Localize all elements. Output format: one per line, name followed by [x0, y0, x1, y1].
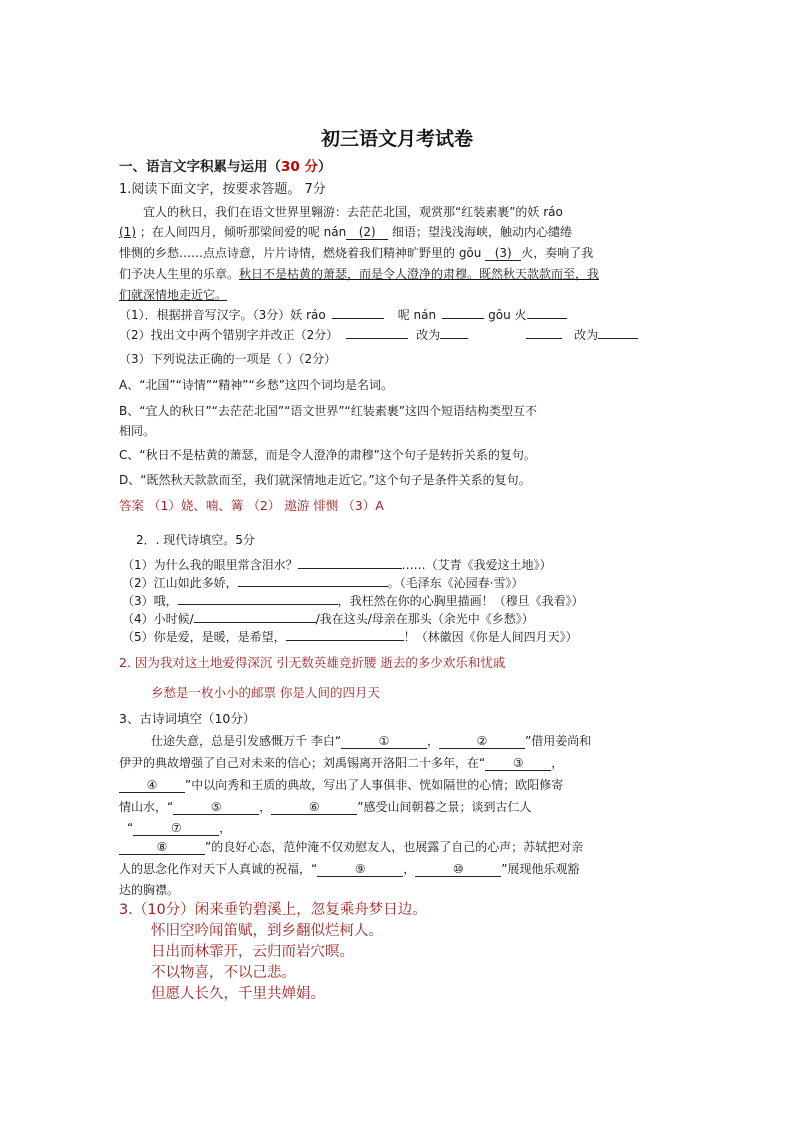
q2-line-5-source: ！（林徽因《你是人间四月天》） [403, 630, 578, 644]
q2-line-3 [122, 592, 584, 609]
q1-option-d: D、“既然秋天款款而至，我们就深情地走近它。”这个句子是条件关系的复句。 [119, 473, 531, 487]
section-1-heading [119, 159, 332, 175]
q3-line-2: 伊尹的典故增强了自己对未来的信心；刘禹锡离开洛阳二十多年，在“ ③ ， [119, 756, 564, 770]
q3-answer-line-4: 不以物喜，不以己悲。 [151, 965, 296, 981]
section-1-score: 30 分 [281, 159, 318, 175]
q1-sub-2-change-1: 改为 [416, 328, 441, 342]
q2-line-5-text: （5）你是爱，是暖，是希望， [122, 630, 286, 644]
q2-line-3-text: （3）哦， [122, 594, 178, 608]
q2-line-1-text: （1）为什么我的眼里常含泪水？ [122, 558, 298, 572]
q1-passage-line-2-end: 细语；望浅浅海峡，触动内心缱绻 [392, 225, 573, 239]
q3-line-5: “ ⑦ ， [127, 821, 232, 835]
q1-underlined-sentence-1: 秋日不是枯黄的萧瑟，而是令人澄净的肃穆。既然秋天款款而至，我 [239, 267, 600, 281]
q1-underlined-sentence-2: 们就深情地走近它。 [119, 288, 228, 302]
q1-passage-line-3-text: 悱恻的乡愁……点点诗意，片片诗情，燃烧着我们精神旷野里的 gōu [119, 246, 482, 260]
answer-blank [332, 306, 384, 319]
q2-line-1 [122, 556, 552, 573]
blank-3: (3) [485, 246, 521, 261]
q1-sub-3: （3）下列说法正确的一项是（ ）（2分） [119, 352, 337, 366]
answer-blank [238, 574, 388, 587]
answer-blank [440, 326, 468, 339]
q1-passage-line-3 [119, 245, 593, 261]
q1-passage-line-3-end: 火，奏响了我 [521, 246, 594, 260]
blank-circled-8: ⑧ [119, 840, 205, 855]
q1-heading: 1.阅读下面文字，按要求答题。 7分 [119, 182, 326, 197]
answer-blank [298, 556, 402, 569]
answer-blank [178, 592, 338, 605]
section-1-suffix: ） [318, 159, 332, 175]
q2-line-2 [122, 574, 523, 591]
answer-blank [527, 306, 567, 319]
q3-line-1-end: ”借用姜尚和 [525, 734, 592, 748]
q3-answer-line-3: 日出而林霏开，云归而岩穴暝。 [151, 944, 354, 960]
q1-sub-1 [119, 306, 567, 323]
q3-line-3 [119, 777, 563, 793]
blank-circled-3: ③ [485, 756, 551, 771]
answer-blank [286, 628, 404, 641]
answer-blank [442, 306, 484, 319]
page-title: 初三语文月考试卷 [320, 128, 473, 150]
q3-heading: 3、古诗词填空（10分） [119, 711, 256, 726]
q2-line-1-source: ……（艾青《我爱这土地》） [401, 558, 552, 572]
q3-answer-line-2: 怀旧空吟闻笛赋，到乡翻似烂柯人。 [151, 923, 383, 939]
blank-circled-5: ⑤ [173, 800, 259, 815]
q2-answer-line-2: 乡愁是一枚小小的邮票 你是人间的四月天 [151, 685, 380, 700]
q2-line-2-source: 。（毛泽东《沁园春·雪》） [387, 576, 524, 590]
blank-circled-7: ⑦ [133, 821, 219, 836]
q3-line-2-text: 伊尹的典故增强了自己对未来的信心；刘禹锡离开洛阳二十多年，在“ [119, 756, 486, 770]
q3-line-3-text: ”中以向秀和王质的典故，写出了人事俱非、恍如隔世的心情；欧阳修寄 [185, 778, 564, 792]
q3-line-4-text: 情山水，“ [119, 800, 174, 814]
q1-passage-line-4 [119, 266, 599, 282]
q1-option-b-line-2: 相同。 [119, 424, 156, 438]
q2-line-4 [122, 610, 534, 627]
q3-line-1-text: 仕途失意，总是引发感慨万千 李白“ [151, 734, 342, 748]
q2-line-5 [122, 628, 578, 645]
blank-circled-2: ② [439, 734, 525, 749]
q3-line-4-end: ”感受山间朝暮之景；谈到古仁人 [357, 800, 532, 814]
q3-answer-line-1: 3.（10分）闲来垂钓碧溪上，忽复乘舟梦日边。 [119, 902, 427, 918]
q3-line-6-text: ”的良好心态，范仲淹不仅劝慰友人，也展露了自己的心声；苏轼把对亲 [205, 840, 584, 854]
q1-option-b-line-1: B、“宜人的秋日”“去茫茫北国”“语文世界”“红装素裹”这四个短语结构类型互不 [119, 404, 537, 418]
q2-answer-line-1: 2. 因为我对这土地爱得深沉 引无数英雄竞折腰 逝去的多少欢乐和忧戚 [119, 655, 506, 670]
q1-sub-1-text: （1）．根据拼音写汉字。（3分）妖 ráo [119, 308, 326, 322]
q3-line-7-text: 人的思念化作对天下人真诚的祝福，“ [119, 862, 318, 876]
q3-answer-line-5: 但愿人长久，千里共婵娟。 [151, 986, 325, 1002]
q2-line-4-text: （4）小时候/ [122, 612, 194, 626]
q1-option-c: C、“秋日不是枯黄的萧瑟，而是令人澄净的肃穆”这个句子是转折关系的复句。 [119, 448, 536, 462]
q1-sub-2-text: （2）找出文中两个错别字并改正（2分） [119, 328, 339, 342]
blank-circled-4: ④ [119, 778, 185, 793]
q1-passage-line-4-text: 们予决人生里的乐章。 [119, 267, 240, 281]
blank-1: (1) [119, 225, 136, 239]
q1-answer: 答案 （1）娆、喃、篝 （2） 遨游 悱恻 （3）A [119, 498, 384, 513]
answer-blank [346, 326, 408, 339]
q3-line-8: 达的胸襟。 [119, 883, 180, 897]
q2-line-4-source: /我在这头/母亲在那头（余光中《乡愁》） [315, 612, 534, 626]
blank-circled-6: ⑥ [271, 800, 357, 815]
q1-sub-1-text-b: 呢 nán [397, 308, 437, 322]
q1-option-a: A、“北国”“诗情”“精神”“乡愁”这四个词均是名词。 [119, 378, 393, 392]
q3-line-1: 仕途失意，总是引发感慨万千 李白“ ① ， ② ”借用姜尚和 [151, 734, 592, 748]
q2-line-3-source: ，我枉然在你的心胸里描画！（穆旦《我看》） [337, 594, 584, 608]
blank-circled-10: ⑩ [415, 862, 501, 877]
q1-passage-line-2 [119, 224, 572, 240]
blank-2: (2) [346, 225, 388, 240]
q1-sub-2-change-2: 改为 [574, 328, 599, 342]
q3-line-7-end: ”展现他乐观豁 [501, 862, 580, 876]
q2-heading: 2．. 现代诗填空。5分 [136, 533, 255, 547]
q3-line-6 [119, 839, 583, 855]
answer-blank [194, 610, 316, 623]
q1-passage-line-1: 宜人的秋日，我们在语文世界里翱游：去茫茫北国，观赏那“红装素裹”的妖 ráo [143, 205, 563, 219]
answer-blank [598, 326, 638, 339]
q2-line-2-text: （2）江山如此多娇， [122, 576, 238, 590]
q1-sub-1-text-c: gōu 火 [488, 308, 527, 322]
blank-circled-9: ⑨ [317, 862, 403, 877]
blank-circled-1: ① [341, 734, 427, 749]
section-1-prefix: 一、语言文字积累与运用（ [119, 159, 281, 175]
q3-line-7: 人的思念化作对天下人真诚的祝福，“ ⑨ ， ⑩ ”展现他乐观豁 [119, 862, 580, 876]
q1-sub-2 [119, 326, 638, 343]
answer-blank [526, 326, 562, 339]
q1-passage-line-2-text: ；在人间四月，倾听那梁间爱的呢 nán [139, 225, 347, 239]
q3-line-4: 情山水，“ ⑤ ， ⑥ ”感受山间朝暮之景；谈到古仁人 [119, 800, 532, 814]
